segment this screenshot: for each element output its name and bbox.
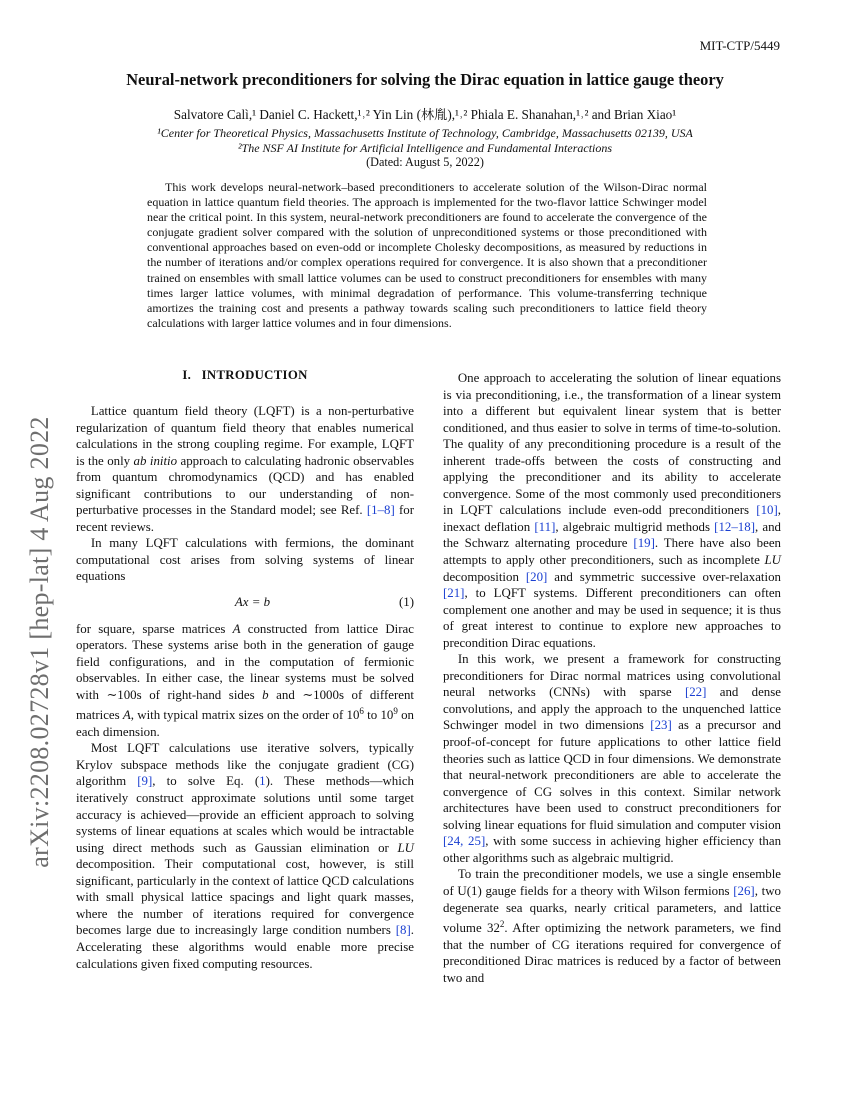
citation-link[interactable]: [26] [733,883,755,898]
section-title: INTRODUCTION [201,368,308,382]
paragraph: To train the preconditioner models, we use a single ensemble of U(1) gauge fields for a theory with Wilson fermions [26], two degenerate sea quarks, nearly critical parameters, and lattice volume $32^2$. After optimizing the network parameters, we find that the number of CG iterations required for convergence of preconditioned Dirac matrices is reduced by a factor of between two and [443,867,782,985]
citation-link[interactable]: [23] [650,718,672,733]
equation-expression: Ax = b [234,595,271,610]
paragraph: In many LQFT calculations with fermions, the dominant computational cost arises from solving systems of linear equations [76,536,414,584]
paragraph: One approach to accelerating the solution of linear equations is via preconditioning, i.e., the transformation of a linear system into a different but equivalent linear system that is better conditioned, and thus easier to solve in terms of time-to-solution. The quality of any preconditioning procedure is a result of the inherent trade-offs between the costs of constructing and applying the preconditioner and its ability to accelerate convergence. Some of the most commonly used preconditioners in LQFT calculations include even-odd preconditioners [10], inexact deflation [11], algebraic multigrid methods [12–18], and the Schwarz alternating procedure [19]. There have also been attempts to apply other preconditioners, such as incomplete LU decomposition [20] and symmetric successive over-relaxation [21], to LQFT systems. Different preconditioners can often complement one another and may be used in sequence; it is thus of great interest to continue to explore new approaches to precondition Dirac equations. [443,371,781,650]
citation-link[interactable]: [11] [534,519,556,534]
right-column [443,370,781,986]
abstract: This work develops neural-network–based preconditioners to accelerate solution of the Wilson-Dirac normal equation in lattice quantum field theories. The approach is implemented for the two-flavor lattice Schwinger model near the critical point. In this system, neural-network preconditioners are found to accelerate the convergence of the conjugate gradient solver compared with the solution of unpreconditioned systems or those preconditioned with conventional approaches based on even-odd or incomplete Cholesky decompositions, as measured by reductions in the number of iterations and/or complex operations required for convergence. It is also shown that a preconditioner trained on ensembles with small lattice volumes can be used to construct preconditioners for ensembles with many times larger lattice volumes, with minimal degradation of performance. This volume-transferring technique amortizes the training cost and presents a pathway towards scaling such preconditioners to lattice field theory calculations with larger lattice volumes and in four dimensions. [147,180,707,330]
equation-link[interactable]: 1 [259,774,266,789]
citation-link[interactable]: [19] [633,536,655,551]
equation-number: (1) [398,595,414,610]
paragraph: Most LQFT calculations use iterative solvers, typically Krylov subspace methods like the conjugate gradient (CG) algorithm [9], to solve Eq. (1). These methods—which iteratively construct approximate solutions until some target accuracy is achieved—provide an efficient approach to solving systems of linear equations at scales which would be intractable using direct methods such as Gaussian elimination or LU decomposition. Their computational cost, however, is still significant, particularly in the context of lattice QCD calculations with small physical lattice spacings and light quark masses, where the number of iterations required for convergence becomes large due to increasingly large condition numbers [8]. Accelerating these algorithms would enable more precise calculations given fixed computing resources. [76,741,414,971]
citation-link[interactable]: [12–18] [714,519,755,534]
arxiv-stamp[interactable]: arXiv:2208.02728v1 [hep-lat] 4 Aug 2022 [25,416,54,868]
citation-link[interactable]: [21] [443,586,465,601]
equation-1 [76,594,414,611]
paragraph: for square, sparse matrices A constructed from lattice Dirac operators. These systems arise both in the generation of gauge field configurations, and in the computation of fermionic observables. In either case, the linear systems must be solved with ∼100s of right-hand sides b and ∼1000s of different matrices A, with typical matrix sizes on the order of $10^6$ to $10^9$ on each dimension. [76,621,414,739]
citation-link[interactable]: [20] [525,569,548,584]
paragraph: In this work, we present a framework for constructing preconditioners for Dirac normal matrices using convolutional neural networks (CNNs) with sparse [22] and dense convolutions, and apply the approach to the unquenched lattice Schwinger model in two dimensions [23] as a precursor and proof-of-concept for future applications to other lattice field theories such as lattice QCD in four dimensions. We demonstrate that neural-network preconditioners are able to accelerate the convergence of CG solves in this context. Similar network architectures have been used to construct preconditioners for solving linear equations for fluid simulation and computer vision [24, 25], with some success in achieving higher efficiency than other algorithms such as algebraic multigrid. [443,652,782,865]
section-heading [76,368,414,383]
citation-link[interactable]: [24, 25] [443,834,486,849]
citation-link[interactable]: [10] [756,503,778,518]
citation-link[interactable]: [22] [684,685,707,700]
citation-link[interactable]: [8] [395,923,411,938]
author-list: Salvatore Calì,¹ Daniel C. Hackett,¹˒² Yin Lin (林胤),¹˒² Phiala E. Shanahan,¹˒² and Brian Xiao¹ [173,107,677,122]
affiliation-1: ¹Center for Theoretical Physics, Massachusetts Institute of Technology, Cambridge, Massachusetts 02139, USA [157,126,693,140]
paper-title: Neural-network preconditioners for solving the Dirac equation in lattice gauge theory [126,70,724,89]
citation-link[interactable]: [1–8] [366,503,395,518]
dated-line: (Dated: August 5, 2022) [366,155,484,169]
citation-link[interactable]: [9] [137,774,153,789]
affiliation-2: ²The NSF AI Institute for Artificial Intelligence and Fundamental Interactions [237,141,613,155]
left-column [76,403,414,972]
paragraph: Lattice quantum field theory (LQFT) is a non-perturbative regularization of quantum field theory that enables numerical calculations in the strong coupling regime. For example, LQFT is the only ab initio approach to calculating hadronic observables from quantum chromodynamics (QCD) and has enabled significant contributions to our understanding of non-perturbative processes in the Standard model; see Ref. [1–8] for recent reviews. [76,404,414,534]
report-number: MIT-CTP/5449 [699,38,780,53]
section-number: I. [182,368,192,382]
